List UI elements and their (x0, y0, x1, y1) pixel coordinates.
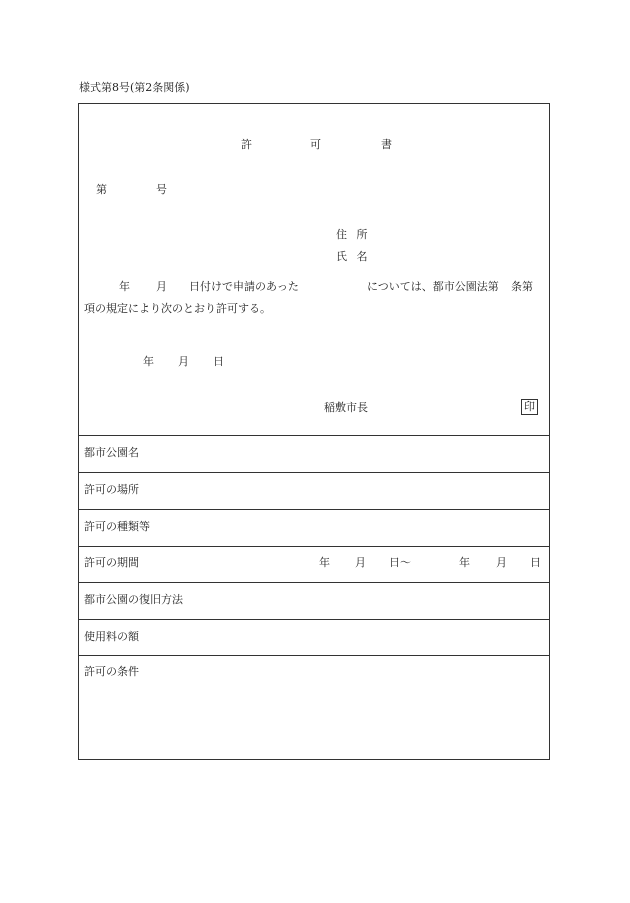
row-fee-label: 使用料の額 (84, 630, 139, 643)
row-divider (79, 435, 549, 436)
name-label: 氏 名 (336, 250, 368, 263)
permit-number-suffix: 号 (156, 183, 167, 196)
row-divider (79, 582, 549, 583)
period-year-start: 年 (319, 556, 330, 569)
row-divider (79, 546, 549, 547)
row-divider (79, 472, 549, 473)
form-number: 様式第8号(第2条関係) (79, 81, 190, 94)
row-park-name-label: 都市公園名 (84, 446, 139, 459)
period-month-end: 月 (496, 556, 507, 569)
title-char-1: 許 (241, 138, 252, 151)
period-day-end: 日 (530, 556, 541, 569)
date-month: 月 (178, 355, 189, 368)
body-month: 月 (156, 280, 167, 293)
row-restoration-label: 都市公園の復旧方法 (84, 593, 183, 606)
permit-form (78, 103, 550, 760)
row-conditions-label: 許可の条件 (84, 665, 139, 678)
address-label: 住 所 (336, 228, 368, 241)
permit-number-prefix: 第 (96, 183, 107, 196)
seal-mark: 印 (521, 399, 538, 415)
row-type-label: 許可の種類等 (84, 520, 150, 533)
title-char-3: 書 (381, 138, 392, 151)
issuer: 稲敷市長 (324, 401, 368, 414)
row-divider (79, 619, 549, 620)
row-divider (79, 655, 549, 656)
period-month-start: 月 (355, 556, 366, 569)
period-year-end: 年 (459, 556, 470, 569)
body-line-2: 項の規定により次のとおり許可する。 (84, 302, 271, 315)
row-period-label: 許可の期間 (84, 556, 139, 569)
date-year: 年 (143, 355, 154, 368)
title-char-2: 可 (310, 138, 321, 151)
date-day: 日 (213, 355, 224, 368)
body-regarding: については、都市公園法第 (367, 280, 499, 293)
body-article: 条第 (511, 280, 533, 293)
row-location-label: 許可の場所 (84, 483, 139, 496)
body-year: 年 (119, 280, 130, 293)
row-divider (79, 509, 549, 510)
period-day-start: 日～ (389, 556, 411, 569)
body-day-text: 日付けで申請のあった (189, 280, 299, 293)
